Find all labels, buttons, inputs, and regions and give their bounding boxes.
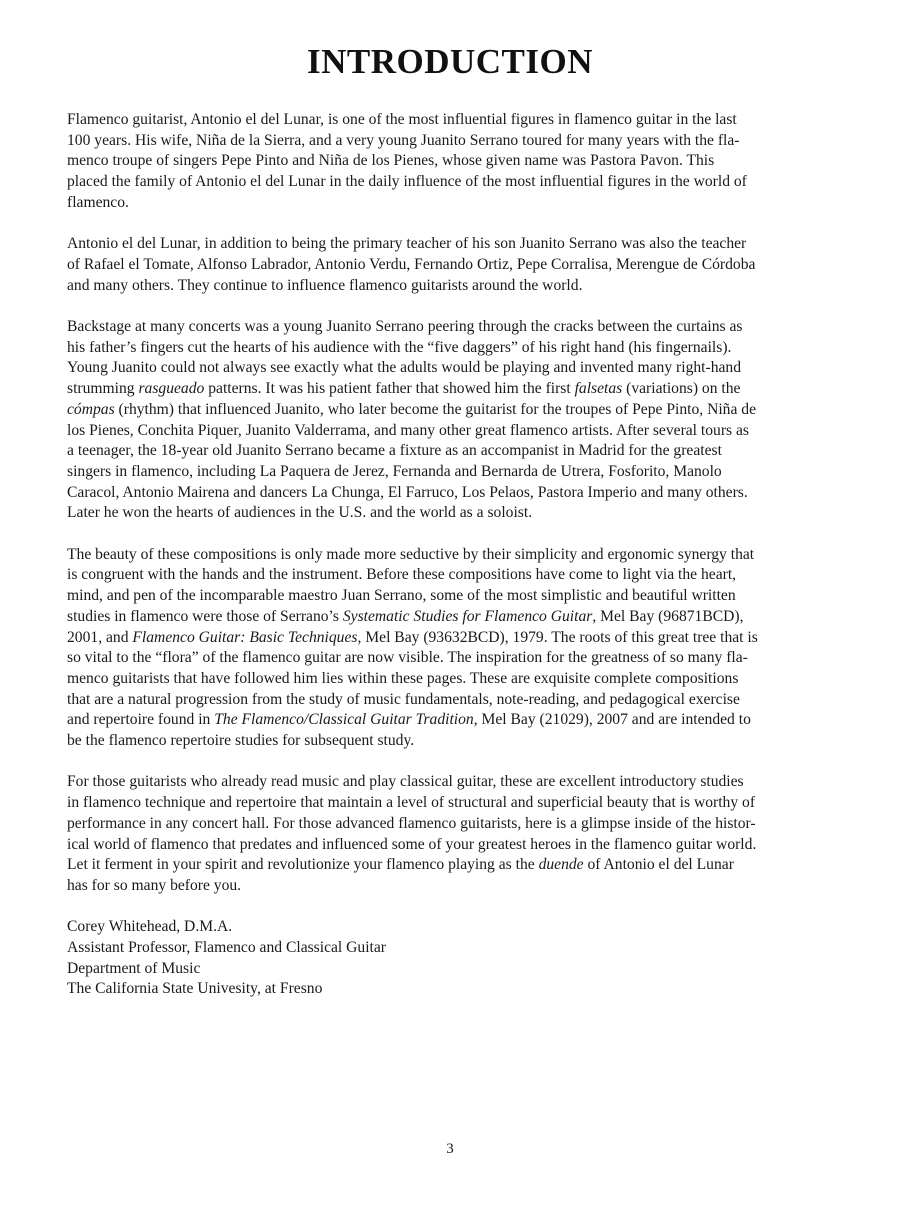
text-segment: performance in any concert hall. For those advanced flamenco guitarists, here is a glimpse inside of the histor- xyxy=(67,814,756,832)
text-segment: (variations) on the xyxy=(622,380,741,398)
paragraph xyxy=(67,234,837,296)
italic-text: duende xyxy=(538,856,584,874)
text-segment: of Rafael el Tomate, Alfonso Labrador, Antonio Verdu, Fernando Ortiz, Pepe Corralisa, Merengue de Córdoba xyxy=(67,255,756,273)
text-line xyxy=(67,379,837,400)
text-segment: ical world of flamenco that predates and influenced some of your greatest heroes in the flamenco guitar world. xyxy=(67,835,757,853)
text-line xyxy=(67,565,837,586)
text-segment: patterns. It was his patient father that showed him the first xyxy=(204,380,575,398)
signature-block xyxy=(67,917,837,1000)
text-line xyxy=(67,172,837,193)
paragraph xyxy=(67,317,837,524)
text-segment: The beauty of these compositions is only made more seductive by their simplicity and ergonomic synergy that xyxy=(67,545,755,563)
text-line xyxy=(67,317,837,338)
text-segment: is congruent with the hands and the instrument. Before these compositions have come to light via the heart, xyxy=(67,566,737,584)
text-line xyxy=(67,358,837,379)
text-segment: so vital to the “flora” of the flamenco guitar are now visible. The inspiration for the greatness of so many fla- xyxy=(67,649,748,667)
italic-text: rasgueado xyxy=(138,380,205,398)
text-line xyxy=(67,835,837,856)
text-segment: and repertoire found in xyxy=(67,711,215,729)
text-segment: Antonio el del Lunar, in addition to being the primary teacher of his son Juanito Serrano was also the teacher xyxy=(67,235,747,253)
text-line xyxy=(67,503,837,524)
text-line xyxy=(67,421,837,442)
text-segment: , Mel Bay (93632BCD), 1979. The roots of this great tree that is xyxy=(357,628,758,646)
text-line xyxy=(67,731,837,752)
paragraph-list xyxy=(67,110,837,897)
text-line xyxy=(67,110,837,131)
paragraph xyxy=(67,772,837,896)
text-segment: Later he won the hearts of audiences in the U.S. and the world as a soloist. xyxy=(67,504,533,522)
italic-text: The Flamenco/Classical Guitar Tradition xyxy=(214,711,474,729)
text-segment: Flamenco guitarist, Antonio el del Lunar, is one of the most influential figures in flamenco guitar in the last xyxy=(67,111,737,128)
text-segment: singers in flamenco, including La Paquera de Jerez, Fernanda and Bernarda de Utrera, Fosforito, Manolo xyxy=(67,462,722,480)
text-segment: studies in flamenco were those of Serrano’s xyxy=(67,607,343,625)
italic-text: falsetas xyxy=(574,380,623,398)
text-line xyxy=(67,669,837,690)
text-segment: in flamenco technique and repertoire that maintain a level of structural and superficial beauty that is worthy of xyxy=(67,794,756,812)
text-segment: his father’s fingers cut the hearts of his audience with the “five daggers” of his right hand (his fingernails). xyxy=(67,338,732,356)
page-title: INTRODUCTION xyxy=(306,42,594,81)
text-line xyxy=(67,690,837,711)
text-segment: be the flamenco repertoire studies for subsequent study. xyxy=(67,732,415,750)
text-segment: menco troupe of singers Pepe Pinto and Niña de los Pienes, whose given name was Pastora Pavon. This xyxy=(67,152,715,170)
signature-line: Assistant Professor, Flamenco and Classical Guitar xyxy=(67,939,386,957)
text-segment: (rhythm) that influenced Juanito, who later become the guitarist for the troupes of Pepe Pinto, Niña de xyxy=(114,400,756,418)
paragraph xyxy=(67,545,837,752)
text-line xyxy=(67,710,837,731)
text-line xyxy=(67,855,837,876)
text-segment: flamenco. xyxy=(67,193,129,211)
text-segment: Young Juanito could not always see exactly what the adults would be playing and invented many right-hand xyxy=(67,359,742,377)
text-line xyxy=(67,234,837,255)
text-line xyxy=(67,793,837,814)
italic-text: cómpas xyxy=(67,400,115,418)
text-line xyxy=(67,586,837,607)
text-line xyxy=(67,400,837,421)
text-line xyxy=(67,338,837,359)
text-segment: has for so many before you. xyxy=(67,876,242,894)
text-line xyxy=(67,131,837,152)
text-segment: Let it ferment in your spirit and revolutionize your flamenco playing as the xyxy=(67,856,539,874)
text-segment: a teenager, the 18-year old Juanito Serrano became a fixture as an accompanist in Madrid for the greatest xyxy=(67,442,722,460)
text-line xyxy=(67,462,837,483)
text-segment: mind, and pen of the incomparable maestro Juan Serrano, some of the most simplistic and beautiful written xyxy=(67,587,736,605)
text-segment: los Pienes, Conchita Piquer, Juanito Valderrama, and many other great flamenco artists. After several tours as xyxy=(67,421,749,439)
text-segment: , Mel Bay (21029), 2007 and are intended to xyxy=(473,711,751,729)
text-segment: Caracol, Antonio Mairena and dancers La Chunga, El Farruco, Los Pelaos, Pastora Imperio and many others. xyxy=(67,483,748,501)
text-segment: strumming xyxy=(67,380,139,398)
text-line xyxy=(67,276,837,297)
italic-text: Flamenco Guitar: Basic Techniques xyxy=(132,628,358,646)
page-number: 3 xyxy=(446,1141,454,1157)
text-segment: , Mel Bay (96871BCD), xyxy=(592,607,744,625)
text-segment: 100 years. His wife, Niña de la Sierra, and a very young Juanito Serrano toured for many years with the fla- xyxy=(67,131,740,149)
text-segment: that are a natural progression from the study of music fundamentals, note-reading, and pedagogical exercise xyxy=(67,690,740,708)
text-segment: and many others. They continue to influence flamenco guitarists around the world. xyxy=(67,276,583,294)
text-segment: placed the family of Antonio el del Lunar in the daily influence of the most influential figures in the world of xyxy=(67,173,747,191)
italic-text: Systematic Studies for Flamenco Guitar xyxy=(342,607,593,625)
text-line xyxy=(67,193,837,214)
text-line xyxy=(67,876,837,897)
text-segment: Backstage at many concerts was a young Juanito Serrano peering through the cracks between the curtains as xyxy=(67,318,743,335)
text-segment: For those guitarists who already read music and play classical guitar, these are excellent introductory studies xyxy=(67,773,744,791)
signature-line: The California State Univesity, at Fresno xyxy=(67,980,323,998)
text-line xyxy=(67,545,837,566)
text-segment: of Antonio el del Lunar xyxy=(583,856,734,874)
body-text xyxy=(67,110,837,1000)
text-line xyxy=(67,772,837,793)
paragraph xyxy=(67,110,837,214)
text-segment: menco guitarists that have followed him lies within these pages. These are exquisite complete compositions xyxy=(67,669,739,687)
text-line xyxy=(67,151,837,172)
text-line xyxy=(67,607,837,628)
signature-line: Corey Whitehead, D.M.A. xyxy=(67,918,233,936)
text-line xyxy=(67,255,837,276)
text-line xyxy=(67,441,837,462)
signature-line: Department of Music xyxy=(67,959,201,977)
text-line xyxy=(67,628,837,649)
text-line xyxy=(67,483,837,504)
text-line xyxy=(67,814,837,835)
text-segment: 2001, and xyxy=(67,628,133,646)
text-line xyxy=(67,648,837,669)
